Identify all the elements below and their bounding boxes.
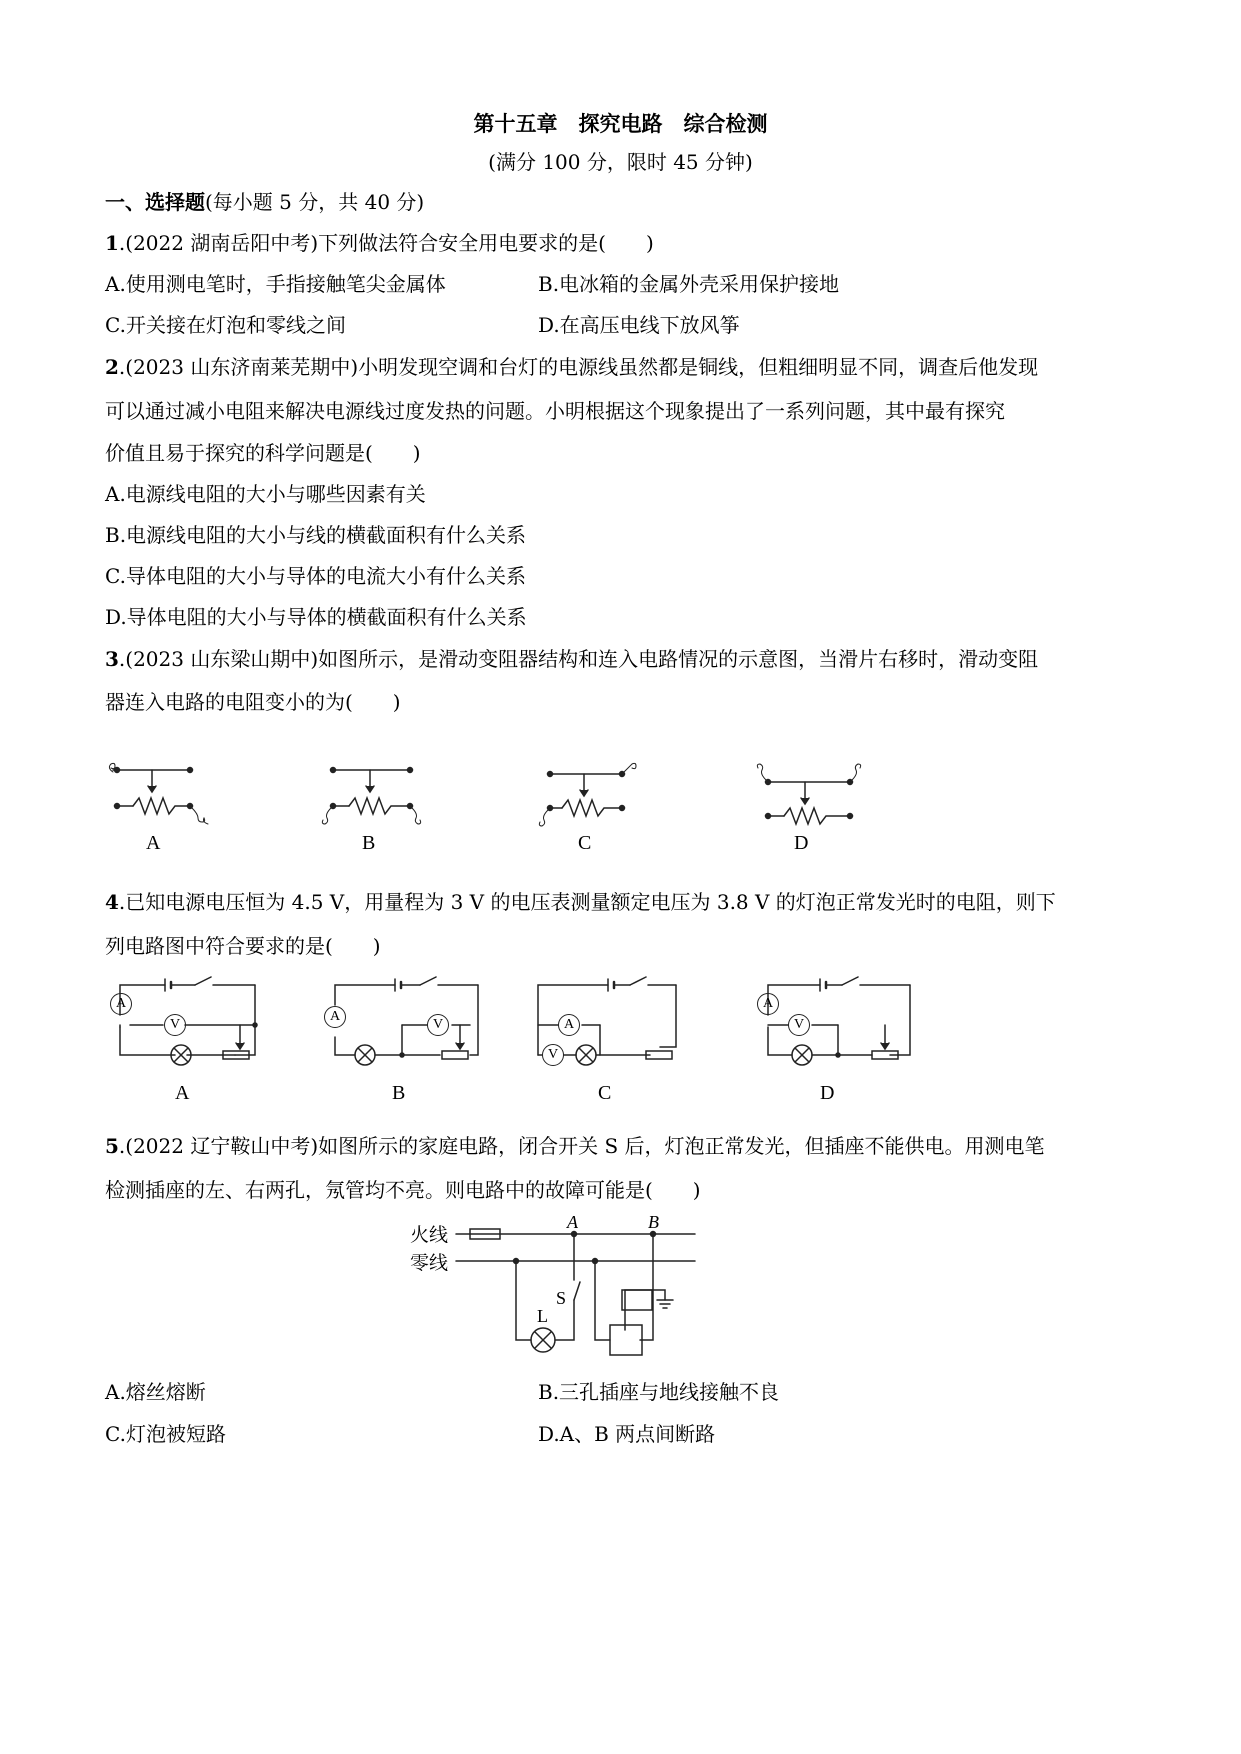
q2-option-b: B.电源线电阻的大小与线的横截面积有什么关系 — [105, 523, 527, 547]
q3-label-c: C — [578, 832, 592, 854]
question-number: 3 — [105, 647, 119, 671]
q2-option-c: C.导体电阻的大小与导体的电流大小有什么关系 — [105, 564, 526, 588]
q4a-voltmeter: V — [164, 1014, 186, 1036]
q3-figure-b — [322, 768, 420, 825]
q3-figure-d — [757, 764, 860, 824]
q3-figure-a — [109, 763, 208, 824]
q1-option-c: C.开关接在灯泡和零线之间 — [105, 313, 346, 337]
q5-live-wire-label: 火线 — [410, 1225, 449, 1246]
q5-neutral-wire-label: 零线 — [410, 1253, 449, 1274]
q3-label-a: A — [146, 832, 161, 854]
q3-figure-c — [539, 763, 636, 826]
page-subtitle: (满分 100 分，限时 45 分钟) — [488, 150, 753, 174]
q4-label-c: C — [598, 1082, 612, 1104]
q4d-ammeter: A — [757, 993, 779, 1015]
q5-option-a: A.熔丝熔断 — [105, 1380, 206, 1404]
q4-label-a: A — [175, 1082, 190, 1104]
page-title: 第十五章 探究电路 综合检测 — [473, 111, 768, 136]
q5-lamp-label: L — [537, 1306, 548, 1326]
section-note: (每小题 5 分，共 40 分) — [205, 190, 425, 214]
question-text: .(2022 湖南岳阳中考)下列做法符合安全用电要求的是( ) — [118, 231, 654, 255]
q4b-voltmeter: V — [427, 1014, 449, 1036]
q4-label-d: D — [820, 1082, 835, 1104]
q4-label-b: B — [392, 1082, 406, 1104]
question-2-line3: 价值且易于探究的科学问题是( ) — [105, 441, 421, 465]
q5-option-c: C.灯泡被短路 — [105, 1422, 226, 1446]
question-5-line2: 检测插座的左、右两孔，氖管均不亮。则电路中的故障可能是( ) — [105, 1178, 701, 1202]
question-text: .(2023 山东济南莱芜期中)小明发现空调和台灯的电源线虽然都是铜线，但粗细明显不同，调查后他发现 — [118, 355, 1039, 379]
q2-option-d: D.导体电阻的大小与导体的横截面积有什么关系 — [105, 605, 527, 629]
question-2-line2: 可以通过减小电阻来解决电源线过度发热的问题。小明根据这个现象提出了一系列问题，其中最有探究 — [105, 399, 1005, 423]
question-text: .(2022 辽宁鞍山中考)如图所示的家庭电路，闭合开关 S 后，灯泡正常发光，但插座不能供电。用测电笔 — [118, 1134, 1045, 1158]
q5-switch-label: S — [556, 1288, 567, 1308]
question-number: 1 — [105, 231, 119, 255]
q4-circuit-b — [335, 977, 478, 1065]
section-title: 一、选择题 — [105, 190, 205, 214]
question-number: 4 — [105, 890, 119, 914]
q3-label-d: D — [794, 832, 809, 854]
q4a-ammeter: A — [110, 993, 132, 1015]
question-number: 5 — [105, 1134, 119, 1158]
q4c-voltmeter: V — [542, 1044, 564, 1066]
question-3-line2: 器连入电路的电阻变小的为( ) — [105, 690, 401, 714]
q4d-voltmeter: V — [788, 1014, 810, 1036]
q5-household-circuit — [456, 1229, 695, 1355]
q1-option-a: A.使用测电笔时，手指接触笔尖金属体 — [105, 272, 446, 296]
q5-point-a-label: A — [567, 1212, 578, 1232]
q5-option-d: D.A、B 两点间断路 — [538, 1422, 716, 1446]
q4b-ammeter: A — [324, 1006, 346, 1028]
q4-circuit-a — [120, 977, 257, 1065]
q2-option-a: A.电源线电阻的大小与哪些因素有关 — [105, 482, 426, 506]
q1-option-d: D.在高压电线下放风筝 — [538, 313, 740, 337]
question-text: .(2023 山东梁山期中)如图所示，是滑动变阻器结构和连入电路情况的示意图，当滑片右移时，滑动变阻 — [118, 647, 1039, 671]
q1-option-b: B.电冰箱的金属外壳采用保护接地 — [538, 272, 840, 296]
q5-point-b-label: B — [648, 1212, 659, 1232]
q3-label-b: B — [362, 832, 376, 854]
question-4-line2: 列电路图中符合要求的是( ) — [105, 934, 381, 958]
q4c-ammeter: A — [558, 1014, 580, 1036]
q5-option-b: B.三孔插座与地线接触不良 — [538, 1380, 780, 1404]
question-text: .已知电源电压恒为 4.5 V，用量程为 3 V 的电压表测量额定电压为 3.8 V 的灯泡正常发光时的电阻，则下 — [118, 890, 1056, 914]
question-number: 2 — [105, 355, 119, 379]
